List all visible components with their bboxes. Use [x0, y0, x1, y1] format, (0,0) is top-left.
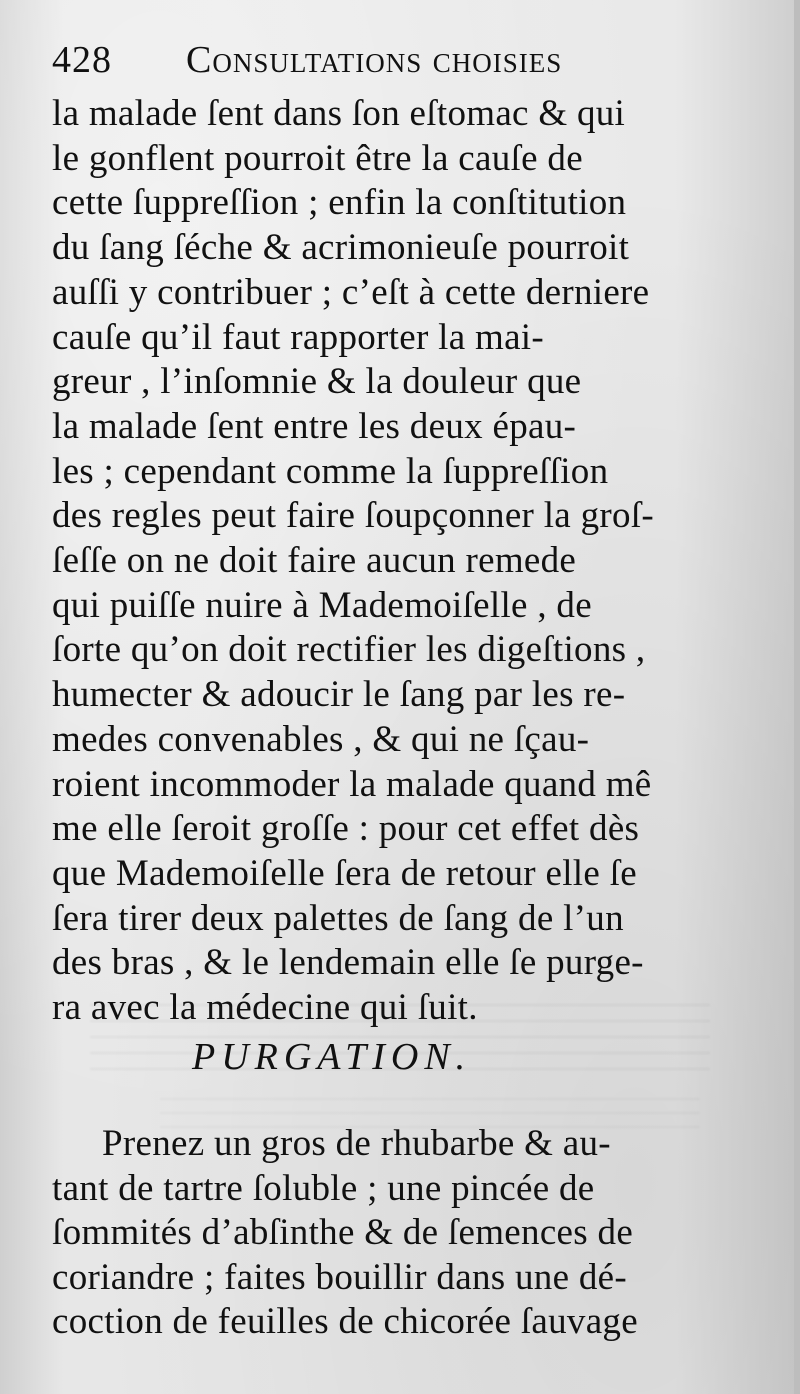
text-line: greur , l’inſomnie & la douleur que — [52, 361, 582, 403]
text-line: roient incommoder la malade quand mê — [52, 763, 652, 805]
text-line: la malade ſent entre les deux épau- — [52, 405, 577, 447]
text-line: cauſe qu’il faut rapporter la mai- — [52, 316, 544, 358]
text-line: des bras , & le lendemain elle ſe purge- — [52, 942, 644, 984]
recipe-line: coriandre ; faites bouillir dans une dé- — [52, 1256, 628, 1298]
text-line: me elle ſeroit groſſe : pour cet effet dès — [52, 808, 640, 850]
section-title: PURGATION. — [192, 1036, 472, 1078]
recipe-text — [52, 1122, 760, 1345]
text-line: les ; cependant comme la ſuppreſſion — [52, 450, 609, 492]
text-line: medes convenables , & qui ne ſçau- — [52, 718, 590, 760]
text-line: ſera tirer deux palettes de ſang de l’un — [52, 897, 624, 939]
text-line: du ſang ſéche & acrimonieuſe pourroit — [52, 227, 630, 269]
main-text — [52, 92, 760, 1031]
text-line: auſſi y contribuer ; c’eſt à cette derniere — [52, 271, 650, 313]
text-line: humecter & adoucir le ſang par les re- — [52, 674, 626, 716]
recipe-line: coction de feuilles de chicorée ſauvage — [52, 1301, 638, 1342]
text-line: le gonflent pourroit être la cauſe de — [52, 137, 583, 179]
text-line: ſorte qu’on doit rectifier les digeſtions , — [52, 629, 646, 671]
page-number: 428 — [52, 39, 112, 81]
text-line: cette ſuppreſſion ; enfin la conſtitution — [52, 182, 627, 224]
running-head: Consultations choisies — [186, 39, 563, 81]
recipe-line: Prenez un gros de rhubarbe & au- — [102, 1123, 611, 1164]
page-header — [52, 38, 752, 88]
recipe-line: ſommités d’abſinthe & de ſemences de — [52, 1212, 634, 1253]
text-line: ſeſſe on ne doit faire aucun remede — [52, 540, 577, 582]
text-line: qui puiſſe nuire à Mademoiſelle , de — [52, 584, 592, 626]
recipe-line: tant de tartre ſoluble ; une pincée de — [52, 1167, 595, 1209]
text-line: que Mademoiſelle ſera de retour elle ſe — [52, 852, 637, 894]
text-line: des regles peut faire ſoupçonner la groſ- — [52, 495, 655, 537]
text-line: la malade ſent dans ſon eſtomac & qui — [52, 93, 626, 134]
text-line: ra avec la médecine qui ſuit. — [52, 987, 478, 1029]
